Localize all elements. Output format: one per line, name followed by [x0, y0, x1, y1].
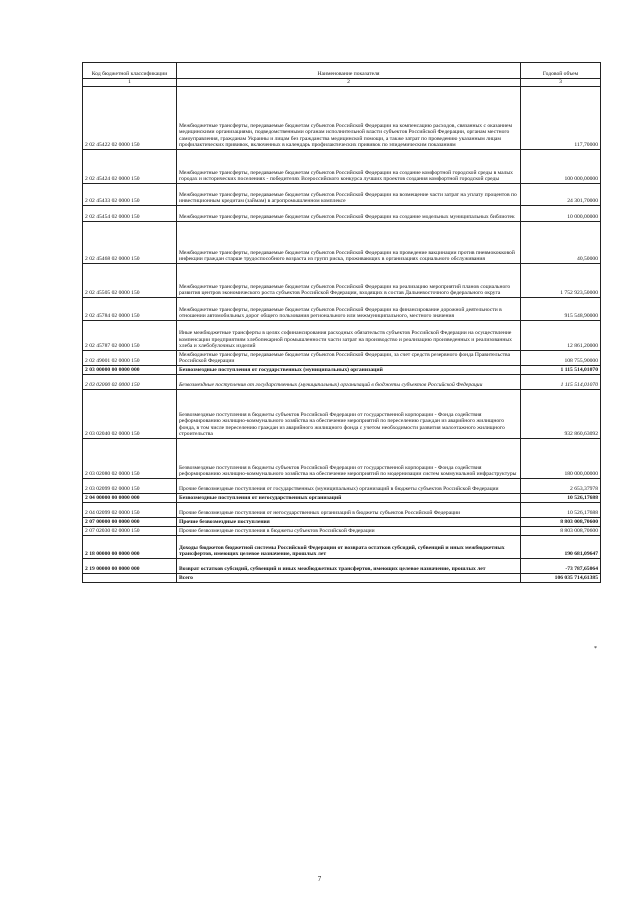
row-name: Безвозмездные поступления в бюджеты субъектов Российской Федерации от государственной корпорации - Фонда содействия реформированию жилищно-коммунального хозяйства на обеспечение мероприятий по модернизации систем коммунальной инфраструктуры [177, 439, 521, 479]
row-name: Безвозмездные поступления от негосударственных организаций [177, 494, 521, 503]
table-row [83, 390, 601, 439]
row-amount: 117,70000 [521, 87, 601, 150]
table-row [83, 150, 601, 184]
row-amount: 12 861,20000 [521, 321, 601, 351]
row-code: 2 02 45422 02 0000 150 [83, 87, 177, 150]
row-code: 2 18 00000 00 0000 000 [83, 536, 177, 559]
row-amount: -73 787,65064 [521, 559, 601, 574]
row-amount: 24 301,70000 [521, 184, 601, 206]
table-row [83, 206, 601, 222]
row-code: 2 03 02099 02 0000 150 [83, 479, 177, 494]
row-amount: 8 803 008,70600 [521, 518, 601, 527]
row-code: 2 07 02030 02 0000 150 [83, 527, 177, 536]
row-name: Иные межбюджетные трансферты в целях софинансирования расходных обязательств субъектов Российской Федерации на осуществление компенсации предприятиям хлебопекарной промышленности части затрат на производство и реализацию произведенных и реализованных хлеба и хлебобулочных изделий [177, 321, 521, 351]
row-name: Прочие безвозмездные поступления [177, 518, 521, 527]
table-row [83, 264, 601, 298]
row-amount: 100 000,00000 [521, 150, 601, 184]
row-code: 2 02 45433 02 0000 150 [83, 184, 177, 206]
row-code: 2 02 45505 02 0000 150 [83, 264, 177, 298]
table-row [83, 479, 601, 494]
table-row [83, 439, 601, 479]
table-row [83, 375, 601, 390]
row-code: 2 02 45424 02 0000 150 [83, 150, 177, 184]
row-code: 2 02 45468 02 0000 150 [83, 222, 177, 264]
row-name: Всего [177, 574, 521, 583]
row-code [83, 574, 177, 583]
row-amount: 106 035 714,61385 [521, 574, 601, 583]
table-row [83, 298, 601, 321]
row-code: 2 19 00000 00 0000 000 [83, 559, 177, 574]
row-code: 2 04 00000 00 0000 000 [83, 494, 177, 503]
header-name: Наименование показателя [177, 63, 521, 79]
row-name: Межбюджетные трансферты, передаваемые бюджетам субъектов Российской Федерации на создание комфортной городской среды в малых городах и исторических поселениях - победителях Всероссийского конкурса лучших проектов создания комфортной городской среды [177, 150, 521, 184]
budget-table [82, 62, 601, 583]
row-name: Межбюджетные трансферты, передаваемые бюджетам субъектов Российской Федерации на создание модельных муниципальных библиотек [177, 206, 521, 222]
row-amount: 1 115 514,01070 [521, 375, 601, 390]
table-row [83, 574, 601, 583]
row-code: 2 03 00000 00 0000 000 [83, 366, 177, 375]
row-name: Безвозмездные поступления от государственных (муниципальных) организаций [177, 366, 521, 375]
row-amount: 932 860,63092 [521, 390, 601, 439]
header-amount: Годовой объем [521, 63, 601, 79]
table-row [83, 527, 601, 536]
column-number-3: 3 [521, 79, 601, 87]
row-amount: 190 681,09647 [521, 536, 601, 559]
row-code: 2 03 02040 02 0000 150 [83, 390, 177, 439]
table-numbering-row [83, 79, 601, 87]
row-code: 2 02 45784 02 0000 150 [83, 298, 177, 321]
row-code: 2 02 49001 02 0000 150 [83, 351, 177, 366]
column-number-2: 2 [177, 79, 521, 87]
row-name: Межбюджетные трансферты, передаваемые бюджетам субъектов Российской Федерации на реализацию мероприятий планов социального развития центров экономического роста субъектов Российской Федерации, входящих в состав Дальневосточного федерального округа [177, 264, 521, 298]
row-name: Межбюджетные трансферты, передаваемые бюджетам субъектов Российской Федерации, за счет средств резервного фонда Правительства Российской Федерации [177, 351, 521, 366]
row-amount: 1 115 514,01070 [521, 366, 601, 375]
row-name: Прочие безвозмездные поступления от негосударственных организаций в бюджеты субъектов Российской Федерации [177, 503, 521, 518]
row-code: 2 04 02099 02 0000 150 [83, 503, 177, 518]
row-name: Возврат остатков субсидий, субвенций и иных межбюджетных трансфертов, имеющих целевое назначение, прошлых лет [177, 559, 521, 574]
table-row [83, 184, 601, 206]
table-row [83, 222, 601, 264]
column-number-1: 1 [83, 79, 177, 87]
row-amount: 40,50000 [521, 222, 601, 264]
row-name: Межбюджетные трансферты, передаваемые бюджетам субъектов Российской Федерации на возмещение части затрат на уплату процентов по инвестиционным кредитам (займам) в агропромышленном комплексе [177, 184, 521, 206]
row-amount: 10 526,17688 [521, 494, 601, 503]
row-amount: 8 803 008,70600 [521, 527, 601, 536]
table-row [83, 559, 601, 574]
row-amount: 1 752 923,50000 [521, 264, 601, 298]
row-amount: 10 000,00000 [521, 206, 601, 222]
row-amount: 2 653,37978 [521, 479, 601, 494]
table-row [83, 503, 601, 518]
footnote-mark: * [594, 646, 597, 652]
row-code: 2 03 02080 02 0000 150 [83, 439, 177, 479]
table-row [83, 351, 601, 366]
row-amount: 108 755,90000 [521, 351, 601, 366]
table-row [83, 87, 601, 150]
row-amount: 915 548,90000 [521, 298, 601, 321]
row-code: 2 07 00000 00 0000 000 [83, 518, 177, 527]
row-code: 2 02 45787 02 0000 150 [83, 321, 177, 351]
table-row [83, 321, 601, 351]
row-name: Межбюджетные трансферты, передаваемые бюджетам субъектов Российской Федерации на компенсацию расходов, связанных с оказанием медицинскими организациями, подведомственными органам исполнительной власти субъектов Российской Федерации, органам местного самоуправления, гражданам Украины и лицам без гражданства медицинской помощи, а также затрат по проведению указанным лицам профилактических прививок, включенных в календарь профилактических прививок по эпидемическим показаниям [177, 87, 521, 150]
row-code: 2 02 45454 02 0000 150 [83, 206, 177, 222]
row-name: Прочие безвозмездные поступления в бюджеты субъектов Российской Федерации [177, 527, 521, 536]
row-name: Безвозмездные поступления от государственных (муниципальных) организаций в бюджеты субъектов Российской Федерации [177, 375, 521, 390]
row-name: Доходы бюджетов бюджетной системы Российской Федерации от возврата остатков субсидий, субвенций и иных межбюджетных трансфертов, имеющих целевое назначение, прошлых лет [177, 536, 521, 559]
table-header-row [83, 63, 601, 79]
row-code: 2 03 02000 02 0000 150 [83, 375, 177, 390]
row-name: Прочие безвозмездные поступления от государственных (муниципальных) организаций в бюджеты субъектов Российской Федерации [177, 479, 521, 494]
table-row [83, 366, 601, 375]
page-number: 7 [317, 875, 322, 883]
row-name: Межбюджетные трансферты, передаваемые бюджетам субъектов Российской Федерации на финансирование дорожной деятельности в отношении автомобильных дорог общего пользования регионального или межмуниципального, местного значения [177, 298, 521, 321]
table-row [83, 494, 601, 503]
table-row [83, 518, 601, 527]
row-amount: 10 526,17688 [521, 503, 601, 518]
table-row [83, 536, 601, 559]
header-code: Код бюджетной классификации [83, 63, 177, 79]
row-name: Межбюджетные трансферты, передаваемые бюджетам субъектов Российской Федерации на проведение вакцинации против пневмококковой инфекции граждан старше трудоспособного возраста из групп риска, проживающих в организациях социального обслуживания [177, 222, 521, 264]
table-body [83, 87, 601, 583]
row-name: Безвозмездные поступления в бюджеты субъектов Российской Федерации от государственной корпорации - Фонда содействия реформированию жилищно-коммунального хозяйства на обеспечение мероприятий по переселению граждан из аварийного жилищного фонда, в том числе переселению граждан из аварийного жилищного фонда с учетом необходимости развития малоэтажного жилищного строительства [177, 390, 521, 439]
row-amount: 180 000,00000 [521, 439, 601, 479]
